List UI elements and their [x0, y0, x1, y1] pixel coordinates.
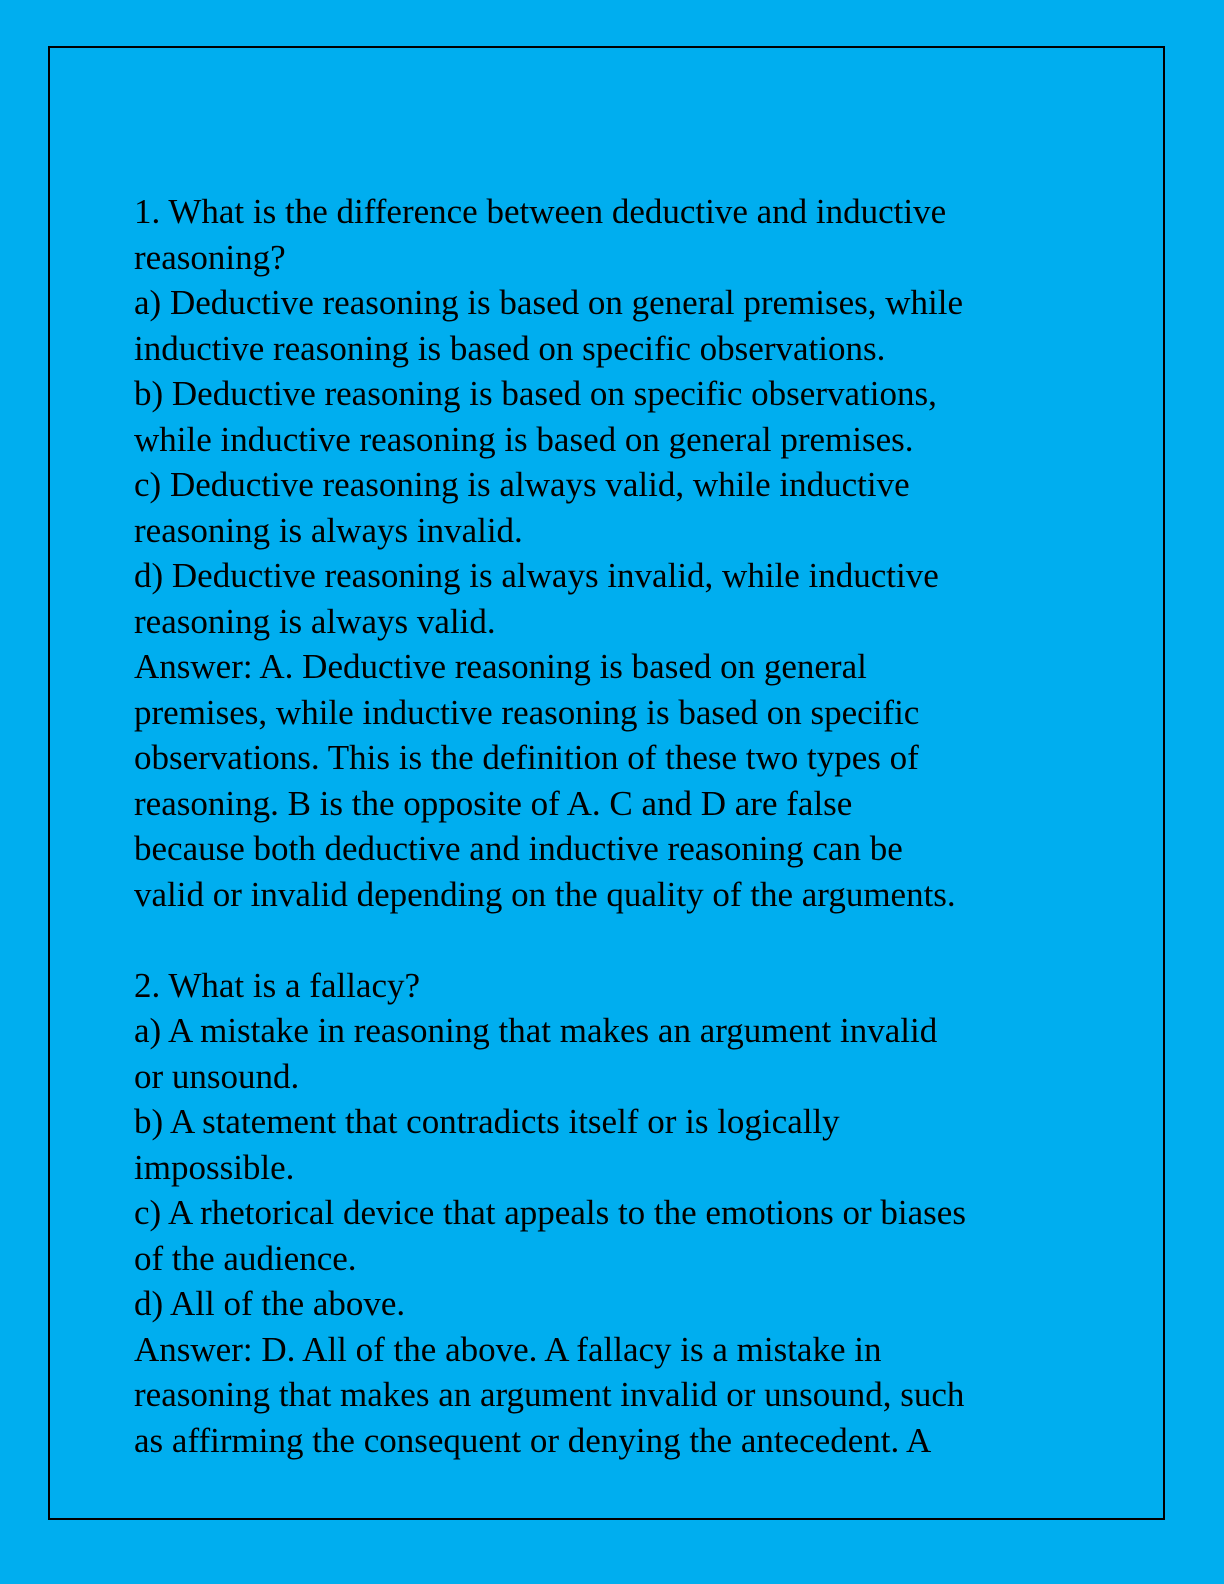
question-2-answer — [134, 1327, 1094, 1464]
question-1-text — [134, 189, 1094, 280]
text-line: impossible. — [134, 1147, 295, 1187]
text-line: Answer: A. Deductive reasoning is based on general — [134, 647, 867, 686]
question-2-text — [134, 963, 1094, 1009]
text-line: c) A rhetorical device that appeals to the emotions or biases — [134, 1193, 966, 1232]
text-line: a) A mistake in reasoning that makes an argument invalid — [134, 1011, 938, 1050]
text-line: observations. This is the definition of these two types of — [134, 738, 919, 777]
text-line: b) Deductive reasoning is based on specific observations, — [134, 374, 937, 413]
text-line: reasoning. B is the opposite of A. C and D are false — [134, 783, 853, 823]
text-line: while inductive reasoning is based on general premises. — [134, 419, 914, 459]
text-line: d) Deductive reasoning is always invalid, while inductive — [134, 556, 939, 595]
text-line: 1. What is the difference between deductive and inductive — [134, 192, 947, 231]
question-2-option-d — [134, 1281, 1094, 1327]
question-1 — [134, 189, 1094, 917]
text-line: a) Deductive reasoning is based on general premises, while — [134, 283, 964, 322]
question-2 — [134, 963, 1094, 1464]
text-line: inductive reasoning is based on specific observations. — [134, 328, 886, 368]
paragraph-gap — [134, 917, 1094, 963]
question-2-option-c — [134, 1190, 1094, 1281]
text-line: c) Deductive reasoning is always valid, while inductive — [134, 465, 910, 504]
question-1-option-a — [134, 280, 1094, 371]
question-1-option-c — [134, 462, 1094, 553]
question-1-option-b — [134, 371, 1094, 462]
question-1-option-d — [134, 553, 1094, 644]
text-line: of the audience. — [134, 1238, 357, 1278]
question-2-option-b — [134, 1099, 1094, 1190]
text-line: 2. What is a fallacy? — [134, 965, 421, 1005]
text-line: reasoning is always valid. — [134, 601, 496, 641]
question-1-answer — [134, 644, 1094, 917]
text-line: b) A statement that contradicts itself or is logically — [134, 1102, 840, 1141]
text-line: reasoning that makes an argument invalid or unsound, such — [134, 1375, 965, 1414]
document-content — [134, 189, 1094, 1463]
text-line: Answer: D. All of the above. A fallacy is a mistake in — [134, 1329, 882, 1369]
question-2-option-a — [134, 1008, 1094, 1099]
text-line: as affirming the consequent or denying the antecedent. A — [134, 1420, 932, 1460]
text-line: reasoning? — [134, 237, 286, 277]
text-line: because both deductive and inductive reasoning can be — [134, 829, 903, 868]
text-line: premises, while inductive reasoning is based on specific — [134, 692, 920, 732]
text-line: or unsound. — [134, 1056, 300, 1096]
text-line: valid or invalid depending on the quality of the arguments. — [134, 874, 956, 914]
text-line: d) All of the above. — [134, 1284, 406, 1323]
text-line: reasoning is always invalid. — [134, 510, 523, 550]
